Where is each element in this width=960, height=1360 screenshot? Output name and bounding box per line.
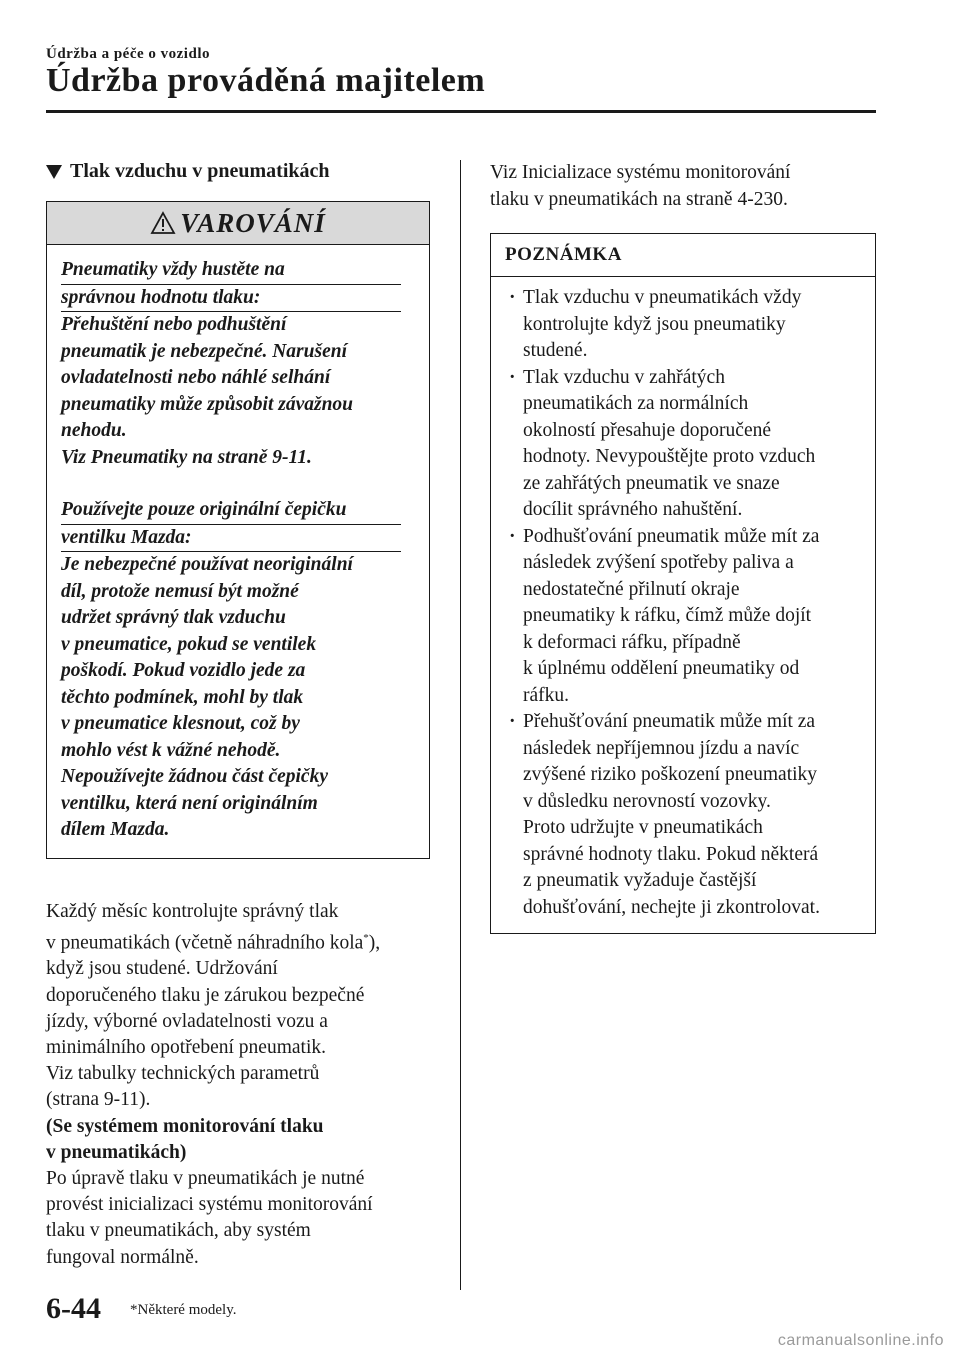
body-line: Po úpravě tlaku v pneumatikách je nutné: [46, 1168, 365, 1190]
note-title: POZNÁMKA: [491, 234, 875, 277]
note-line: studené.: [523, 340, 588, 361]
warning-text-line: ovladatelnosti nebo náhlé selhání: [61, 367, 331, 388]
bullet-dot: ·: [509, 525, 516, 547]
warning-body: [47, 245, 429, 858]
body-line: v pneumatikách (včetně náhradního kola*),: [46, 931, 381, 954]
bullet-dot: ·: [509, 366, 516, 388]
warning-text-line: dílem Mazda.: [61, 819, 170, 840]
note-bullet-text: [523, 524, 861, 710]
body-line: (strana 9-11).: [46, 1089, 151, 1111]
warning-text-line: udržet správný tlak vzduchu: [61, 607, 286, 628]
note-line: kontrolujte když jsou pneumatiky: [523, 313, 786, 335]
warning-subheading-line: ventilku Mazda:: [61, 525, 401, 553]
footnote: *Některé modely.: [130, 1302, 237, 1318]
body-line: jízdy, výborné ovladatelnosti vozu a: [46, 1010, 328, 1032]
footnote-asterisk: *: [363, 931, 369, 944]
note-line: nedostatečné přilnutí okraje: [523, 578, 740, 600]
warning-text-line: ventilku, která není originálním: [61, 792, 318, 814]
section-heading-text: Tlak vzduchu v pneumatikách: [70, 160, 330, 182]
note-line: v důsledku nerovností vozovky.: [523, 790, 771, 812]
warning-text-line: díl, protože nemusí být možné: [61, 580, 299, 602]
bullet-dot: ·: [509, 711, 516, 732]
chapter-label: Údržba a péče o vozidlo: [46, 46, 210, 62]
note-line: následek zvýšení spotřeby paliva a: [523, 552, 794, 573]
warning-text-line: Je nebezpečné používat neoriginální: [61, 554, 353, 575]
header-rule: [46, 110, 876, 113]
note-bullet: [509, 709, 861, 921]
warning-subheading-line: Pneumatiky vždy hustěte na: [61, 257, 401, 285]
note-line: pneumatikách za normálních: [523, 393, 749, 414]
section-heading: [46, 160, 432, 183]
note-line: Přehušťování pneumatik může mít za: [523, 711, 816, 732]
note-line: ráfku.: [523, 684, 570, 706]
note-line: následek nepříjemnou jízdu a navíc: [523, 737, 800, 759]
note-line: k deformaci ráfku, případně: [523, 631, 741, 653]
note-line: správné hodnoty tlaku. Pokud některá: [523, 843, 819, 865]
note-line: zvýšené riziko poškození pneumatiky: [523, 764, 818, 785]
warning-text-line: poškodí. Pokud vozidlo jede za: [61, 660, 306, 681]
note-bullet-text: [523, 285, 861, 365]
note-body: [491, 277, 875, 933]
right-column: [490, 160, 876, 934]
note-line: Tlak vzduchu v pneumatikách vždy: [523, 287, 802, 308]
warning-title: VAROVÁNÍ: [180, 207, 326, 238]
warning-text-line: v pneumatice, pokud se ventilek: [61, 633, 317, 655]
note-line: Proto udržujte v pneumatikách: [523, 817, 763, 838]
reference-text: Viz Inicializace systému monitorování tlaku v pneumatikách na straně 4-230.: [490, 162, 791, 210]
note-line: okolností přesahuje doporučené: [523, 419, 772, 441]
warning-text-line: pneumatik je nebezpečné. Narušení: [61, 340, 347, 362]
warning-text-line: Viz Pneumatiky na straně 9-11.: [61, 446, 312, 468]
note-bullet-text: [523, 365, 861, 524]
note-bullet-text: [523, 709, 861, 921]
body-line: když jsou studené. Udržování: [46, 958, 278, 980]
note-bullet: [509, 365, 861, 524]
body-line: minimálního opotřebení pneumatik.: [46, 1037, 326, 1059]
warning-text-line: pneumatiky může způsobit závažnou: [61, 393, 354, 415]
page-title: Údržba prováděná majitelem: [46, 62, 486, 99]
warning-text-line: Nepoužívejte žádnou část čepičky: [61, 766, 328, 787]
triangle-marker-icon: [46, 165, 62, 179]
note-line: pneumatiky k ráfku, čímž může dojít: [523, 605, 812, 626]
page-number: 6-44: [46, 1292, 101, 1325]
note-bullet: [509, 524, 861, 710]
body-line: doporučeného tlaku je zárukou bezpečné: [46, 984, 365, 1006]
note-line: ze zahřátých pneumatik ve snaze: [523, 472, 780, 494]
note-bullet: [509, 285, 861, 365]
body-line: fungoval normálně.: [46, 1246, 199, 1268]
note-line: k úplnému oddělení pneumatiky od: [523, 658, 800, 679]
bold-subheading: (Se systémem monitorování tlaku: [46, 1115, 324, 1137]
body-paragraph: [46, 899, 432, 1271]
body-line: Viz tabulky technických parametrů: [46, 1063, 320, 1085]
left-column: [46, 160, 432, 1271]
note-box: [490, 233, 876, 934]
body-line: provést inicializaci systému monitorování: [46, 1194, 373, 1216]
body-line: tlaku v pneumatikách, aby systém: [46, 1220, 311, 1242]
bold-subheading: v pneumatikách): [46, 1141, 187, 1163]
note-line: Tlak vzduchu v zahřátých: [523, 366, 725, 388]
note-line: dohušťování, nechejte ji zkontrolovat.: [523, 896, 820, 918]
watermark: carmanualsonline.info: [777, 1332, 944, 1349]
note-line: Podhušťování pneumatik může mít za: [523, 525, 820, 547]
bullet-dot: ·: [509, 287, 516, 308]
body-line: Každý měsíc kontrolujte správný tlak: [46, 900, 339, 922]
warning-text-line: těchto podmínek, mohl by tlak: [61, 686, 304, 708]
column-divider: [460, 160, 461, 1290]
warning-text-line: v pneumatice klesnout, což by: [61, 713, 300, 734]
warning-text-line: nehodu.: [61, 420, 127, 441]
note-line: hodnoty. Nevypouštějte proto vzduch: [523, 446, 816, 467]
note-line: z pneumatik vyžaduje častější: [523, 870, 757, 891]
warning-subheading-line: Používejte pouze originální čepičku: [61, 497, 401, 525]
warning-box: [46, 201, 430, 859]
warning-subheading-line: správnou hodnotu tlaku:: [61, 285, 401, 313]
warning-text-line: mohlo vést k vážné nehodě.: [61, 739, 281, 761]
warning-triangle-icon: [150, 211, 176, 235]
warning-header: [47, 202, 429, 245]
warning-text-line: Přehuštění nebo podhuštění: [61, 314, 287, 335]
note-line: docílit správného nahuštění.: [523, 499, 743, 520]
